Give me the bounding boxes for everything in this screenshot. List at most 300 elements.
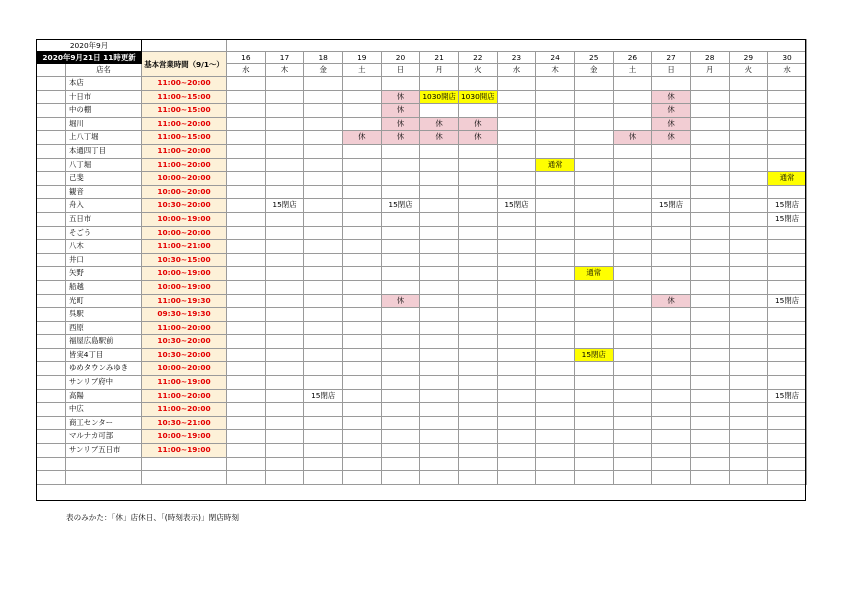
day-status-cell: [420, 158, 459, 172]
day-status-cell: [536, 117, 575, 131]
day-status-cell: [574, 430, 613, 444]
day-status-cell: 15閉店: [652, 199, 691, 213]
day-status-cell: [574, 77, 613, 91]
day-status-cell: [768, 335, 807, 349]
day-status-cell: 休: [652, 117, 691, 131]
day-status-cell: [497, 308, 536, 322]
updated-label: 2020年9月21日 11時更新: [37, 52, 142, 64]
day-status-cell: [265, 144, 304, 158]
day-status-cell: [574, 212, 613, 226]
day-weekday-header: 日: [381, 64, 420, 77]
day-status-cell: 休: [381, 104, 420, 118]
day-status-cell: [265, 77, 304, 91]
store-hours-cell: 11:00~20:00: [142, 77, 227, 91]
title-row: [37, 40, 807, 52]
table-row: [37, 226, 807, 240]
day-status-cell: [536, 471, 575, 485]
table-row: [37, 280, 807, 294]
day-status-cell: 休: [381, 117, 420, 131]
day-status-cell: [690, 212, 729, 226]
day-weekday-header: 火: [458, 64, 497, 77]
day-status-cell: [381, 172, 420, 186]
day-status-cell: [342, 444, 381, 458]
day-status-cell: [613, 158, 652, 172]
day-status-cell: [497, 294, 536, 308]
day-status-cell: [613, 212, 652, 226]
day-status-cell: [729, 430, 768, 444]
store-hours-cell: 10:00~19:00: [142, 430, 227, 444]
day-status-cell: [227, 199, 266, 213]
day-status-cell: [574, 471, 613, 485]
day-status-cell: [729, 185, 768, 199]
day-status-cell: [652, 335, 691, 349]
day-status-cell: [536, 280, 575, 294]
day-status-cell: [690, 240, 729, 254]
day-status-cell: [458, 308, 497, 322]
day-status-cell: [729, 416, 768, 430]
day-status-cell: [265, 457, 304, 471]
day-status-cell: [536, 321, 575, 335]
day-status-cell: [690, 144, 729, 158]
day-status-cell: [265, 212, 304, 226]
day-status-cell: [381, 185, 420, 199]
day-status-cell: [497, 212, 536, 226]
day-status-cell: [304, 376, 343, 390]
day-status-cell: [652, 253, 691, 267]
day-status-cell: [729, 117, 768, 131]
day-status-cell: [265, 131, 304, 145]
day-status-cell: [690, 77, 729, 91]
store-name-cell: 福屋広島駅前: [66, 335, 142, 349]
day-status-cell: [420, 348, 459, 362]
store-hours-cell: [142, 471, 227, 485]
day-status-cell: [304, 158, 343, 172]
day-status-cell: [536, 267, 575, 281]
day-status-cell: 休: [381, 90, 420, 104]
day-status-cell: [458, 280, 497, 294]
day-status-cell: [729, 267, 768, 281]
day-status-cell: [690, 457, 729, 471]
day-status-cell: [420, 335, 459, 349]
store-name-cell: 本通四丁目: [66, 144, 142, 158]
day-status-cell: 休: [652, 131, 691, 145]
store-name-cell: そごう: [66, 226, 142, 240]
day-status-cell: [265, 389, 304, 403]
store-hours-cell: 11:00~20:00: [142, 403, 227, 417]
day-status-cell: [690, 321, 729, 335]
day-status-cell: [652, 144, 691, 158]
day-status-cell: [574, 457, 613, 471]
table-row: [37, 131, 807, 145]
day-status-cell: [497, 226, 536, 240]
day-status-cell: [265, 240, 304, 254]
day-status-cell: [342, 321, 381, 335]
day-status-cell: [690, 267, 729, 281]
day-status-cell: [227, 212, 266, 226]
table-row: [37, 240, 807, 254]
day-status-cell: [536, 376, 575, 390]
day-status-cell: [768, 185, 807, 199]
day-status-cell: [342, 294, 381, 308]
day-status-cell: 15閉店: [768, 294, 807, 308]
day-status-cell: [227, 457, 266, 471]
day-status-cell: [729, 280, 768, 294]
day-status-cell: [381, 376, 420, 390]
day-date-header: 24: [536, 52, 575, 64]
day-status-cell: [613, 376, 652, 390]
table-row: [37, 430, 807, 444]
store-hours-cell: 10:30~21:00: [142, 416, 227, 430]
day-status-cell: [304, 403, 343, 417]
day-status-cell: [458, 376, 497, 390]
day-status-cell: [458, 362, 497, 376]
day-status-cell: [690, 416, 729, 430]
day-status-cell: [342, 90, 381, 104]
day-status-cell: [458, 144, 497, 158]
day-status-cell: [729, 403, 768, 417]
day-status-cell: [536, 294, 575, 308]
day-date-header: 19: [342, 52, 381, 64]
day-status-cell: 休: [458, 131, 497, 145]
schedule-table: [36, 39, 807, 485]
day-status-cell: [381, 335, 420, 349]
day-status-cell: [574, 335, 613, 349]
day-status-cell: [342, 430, 381, 444]
day-status-cell: [420, 294, 459, 308]
day-weekday-header: 水: [497, 64, 536, 77]
day-status-cell: 休: [652, 294, 691, 308]
day-status-cell: [536, 348, 575, 362]
day-status-cell: [574, 444, 613, 458]
day-status-cell: [227, 471, 266, 485]
store-hours-cell: 10:30~15:00: [142, 253, 227, 267]
day-status-cell: [420, 376, 459, 390]
day-status-cell: [304, 77, 343, 91]
day-date-header: 22: [458, 52, 497, 64]
day-status-cell: [574, 308, 613, 322]
day-status-cell: [265, 403, 304, 417]
table-row: [37, 444, 807, 458]
day-weekday-header: 金: [574, 64, 613, 77]
day-status-cell: [613, 430, 652, 444]
day-status-cell: [458, 253, 497, 267]
day-status-cell: [342, 362, 381, 376]
day-status-cell: [458, 267, 497, 281]
day-status-cell: [652, 172, 691, 186]
day-status-cell: [420, 471, 459, 485]
day-status-cell: [458, 172, 497, 186]
day-status-cell: [768, 348, 807, 362]
store-hours-cell: 09:30~19:30: [142, 308, 227, 322]
day-status-cell: [729, 348, 768, 362]
day-status-cell: [420, 362, 459, 376]
day-status-cell: [613, 267, 652, 281]
day-status-cell: [304, 185, 343, 199]
day-status-cell: [652, 185, 691, 199]
day-status-cell: [652, 403, 691, 417]
table-row: [37, 267, 807, 281]
day-status-cell: [227, 185, 266, 199]
day-date-header: 29: [729, 52, 768, 64]
day-status-cell: [265, 90, 304, 104]
day-status-cell: 通常: [574, 267, 613, 281]
day-status-cell: [536, 403, 575, 417]
store-hours-cell: 10:00~20:00: [142, 172, 227, 186]
day-status-cell: 通常: [536, 158, 575, 172]
day-status-cell: [652, 416, 691, 430]
day-status-cell: [613, 90, 652, 104]
day-status-cell: [729, 253, 768, 267]
day-status-cell: [497, 158, 536, 172]
day-status-cell: [652, 348, 691, 362]
day-status-cell: [458, 348, 497, 362]
day-status-cell: [420, 253, 459, 267]
day-status-cell: [768, 253, 807, 267]
day-status-cell: [574, 416, 613, 430]
day-status-cell: [536, 212, 575, 226]
store-hours-cell: 11:00~21:00: [142, 240, 227, 254]
day-status-cell: [690, 308, 729, 322]
day-status-cell: [304, 362, 343, 376]
table-row: [37, 471, 807, 485]
day-status-cell: [574, 389, 613, 403]
day-status-cell: [381, 158, 420, 172]
day-status-cell: [613, 294, 652, 308]
day-status-cell: [690, 444, 729, 458]
day-status-cell: [536, 226, 575, 240]
store-hours-cell: [142, 457, 227, 471]
day-status-cell: [458, 403, 497, 417]
day-status-cell: [729, 90, 768, 104]
day-status-cell: [768, 104, 807, 118]
store-name-cell: 八丁堀: [66, 158, 142, 172]
day-status-cell: [458, 212, 497, 226]
table-row: [37, 321, 807, 335]
store-name-cell: 中広: [66, 403, 142, 417]
day-status-cell: [227, 376, 266, 390]
day-status-cell: [381, 403, 420, 417]
day-status-cell: [381, 348, 420, 362]
store-name-cell: 矢野: [66, 267, 142, 281]
day-status-cell: [690, 117, 729, 131]
day-status-cell: [304, 199, 343, 213]
day-status-cell: 休: [342, 131, 381, 145]
day-status-cell: [420, 240, 459, 254]
day-status-cell: [652, 158, 691, 172]
store-name-cell: 本店: [66, 77, 142, 91]
day-status-cell: [729, 240, 768, 254]
day-status-cell: 休: [420, 131, 459, 145]
day-status-cell: [613, 77, 652, 91]
day-status-cell: [690, 199, 729, 213]
day-status-cell: [574, 240, 613, 254]
store-name-cell: サンリブ五日市: [66, 444, 142, 458]
store-name-cell: サンリブ府中: [66, 376, 142, 390]
day-status-cell: [342, 389, 381, 403]
day-status-cell: [690, 362, 729, 376]
day-status-cell: [458, 158, 497, 172]
day-status-cell: [227, 348, 266, 362]
day-status-cell: [227, 444, 266, 458]
day-status-cell: [381, 416, 420, 430]
day-status-cell: [652, 240, 691, 254]
day-status-cell: [381, 267, 420, 281]
store-name-cell: 上八丁堀: [66, 131, 142, 145]
day-status-cell: [768, 280, 807, 294]
day-status-cell: [613, 226, 652, 240]
day-status-cell: [768, 144, 807, 158]
day-status-cell: [381, 430, 420, 444]
day-status-cell: [265, 335, 304, 349]
day-date-header: 17: [265, 52, 304, 64]
day-status-cell: [342, 240, 381, 254]
day-status-cell: [729, 199, 768, 213]
day-status-cell: [227, 226, 266, 240]
day-status-cell: [652, 280, 691, 294]
day-status-cell: [613, 144, 652, 158]
day-status-cell: [381, 253, 420, 267]
day-status-cell: [574, 280, 613, 294]
day-status-cell: [497, 267, 536, 281]
day-weekday-header: 水: [227, 64, 266, 77]
day-status-cell: [458, 104, 497, 118]
day-status-cell: [227, 294, 266, 308]
store-name-cell: 己斐: [66, 172, 142, 186]
day-status-cell: [304, 212, 343, 226]
store-hours-cell: 10:00~20:00: [142, 226, 227, 240]
day-date-header: 16: [227, 52, 266, 64]
table-row: [37, 362, 807, 376]
day-status-cell: [497, 104, 536, 118]
day-status-cell: [304, 240, 343, 254]
day-status-cell: [265, 308, 304, 322]
day-status-cell: [690, 376, 729, 390]
store-column-header: 店名: [66, 64, 142, 77]
day-status-cell: [497, 335, 536, 349]
day-status-cell: [342, 104, 381, 118]
day-status-cell: 1030開店: [458, 90, 497, 104]
day-status-cell: 15閉店: [304, 389, 343, 403]
day-status-cell: [265, 267, 304, 281]
day-status-cell: [574, 294, 613, 308]
day-status-cell: [342, 185, 381, 199]
day-status-cell: 15閉店: [497, 199, 536, 213]
day-status-cell: [652, 471, 691, 485]
day-status-cell: [381, 308, 420, 322]
day-status-cell: [227, 104, 266, 118]
day-status-cell: [690, 430, 729, 444]
day-status-cell: [729, 471, 768, 485]
day-status-cell: [536, 389, 575, 403]
day-status-cell: [497, 240, 536, 254]
table-row: [37, 403, 807, 417]
day-status-cell: [613, 185, 652, 199]
day-status-cell: [613, 471, 652, 485]
day-status-cell: [420, 389, 459, 403]
day-status-cell: [420, 226, 459, 240]
day-status-cell: [420, 403, 459, 417]
day-status-cell: [304, 471, 343, 485]
store-hours-cell: 11:00~15:00: [142, 131, 227, 145]
day-status-cell: [497, 430, 536, 444]
day-status-cell: [304, 131, 343, 145]
day-status-cell: 15閉店: [768, 212, 807, 226]
day-status-cell: [420, 416, 459, 430]
store-hours-cell: 10:00~20:00: [142, 362, 227, 376]
store-hours-cell: 11:00~20:00: [142, 321, 227, 335]
day-status-cell: [458, 335, 497, 349]
day-status-cell: [690, 403, 729, 417]
store-hours-cell: 10:00~19:00: [142, 212, 227, 226]
day-date-header: 27: [652, 52, 691, 64]
table-row: [37, 389, 807, 403]
day-status-cell: [768, 362, 807, 376]
day-status-cell: [690, 104, 729, 118]
store-hours-cell: 10:00~19:00: [142, 280, 227, 294]
day-status-cell: [768, 403, 807, 417]
day-status-cell: [729, 172, 768, 186]
store-hours-cell: 11:00~19:00: [142, 444, 227, 458]
day-status-cell: [652, 444, 691, 458]
day-date-header: 26: [613, 52, 652, 64]
day-status-cell: [265, 430, 304, 444]
day-status-cell: [613, 253, 652, 267]
day-status-cell: [304, 294, 343, 308]
table-row: [37, 308, 807, 322]
day-status-cell: [458, 240, 497, 254]
day-status-cell: [458, 185, 497, 199]
day-status-cell: [613, 117, 652, 131]
day-status-cell: [497, 416, 536, 430]
day-weekday-header: 金: [304, 64, 343, 77]
day-status-cell: [265, 172, 304, 186]
day-status-cell: [381, 144, 420, 158]
day-status-cell: 休: [652, 104, 691, 118]
day-weekday-header: 月: [690, 64, 729, 77]
day-status-cell: [227, 416, 266, 430]
day-status-cell: [729, 226, 768, 240]
day-status-cell: [497, 389, 536, 403]
day-status-cell: [536, 253, 575, 267]
day-status-cell: [381, 471, 420, 485]
store-hours-cell: 11:00~19:30: [142, 294, 227, 308]
day-status-cell: [497, 253, 536, 267]
day-status-cell: [729, 362, 768, 376]
store-hours-cell: 11:00~20:00: [142, 158, 227, 172]
store-name-cell: 呉駅: [66, 308, 142, 322]
day-status-cell: [729, 444, 768, 458]
day-status-cell: [304, 416, 343, 430]
day-status-cell: [420, 144, 459, 158]
day-status-cell: [613, 280, 652, 294]
day-status-cell: [574, 144, 613, 158]
day-status-cell: [342, 226, 381, 240]
day-status-cell: 1030開店: [420, 90, 459, 104]
day-status-cell: [652, 376, 691, 390]
day-status-cell: [342, 199, 381, 213]
day-status-cell: [768, 226, 807, 240]
day-status-cell: [458, 294, 497, 308]
day-status-cell: [690, 389, 729, 403]
day-status-cell: [729, 308, 768, 322]
day-status-cell: [574, 321, 613, 335]
day-status-cell: [265, 294, 304, 308]
day-status-cell: 15閉店: [768, 389, 807, 403]
day-status-cell: [536, 430, 575, 444]
day-status-cell: [690, 280, 729, 294]
day-status-cell: [227, 280, 266, 294]
day-status-cell: [574, 362, 613, 376]
